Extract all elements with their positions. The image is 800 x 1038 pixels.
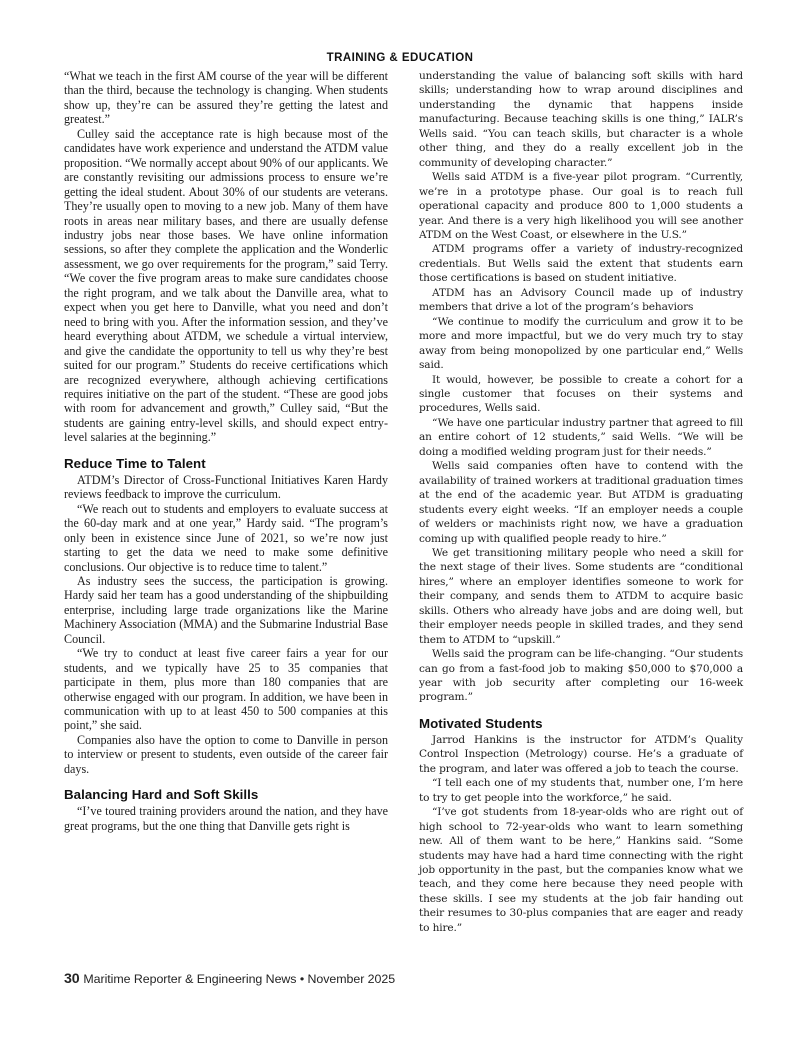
running-head: TRAINING & EDUCATION <box>326 52 474 64</box>
body-paragraph: “I’ve toured training providers around the nation, and they have great programs, but the one thing that Danville gets right is <box>64 804 388 833</box>
body-paragraph: It would, however, be possible to create a cohort for a single customer that focuses on their systems and procedures, Wells said. <box>419 373 743 415</box>
body-paragraph: understanding the value of balancing soft skills with hard skills; understanding how to wrap around disciplines and understanding the dynamic that happens inside manufacturing. Because teaching skills is one thing,” IALR’s Wells said. “You can teach skills, but character is a whole other thing, and they do a really excellent job in the community of developing character.” <box>419 70 743 169</box>
section-heading: Balancing Hard and Soft Skills <box>64 787 259 803</box>
body-paragraph: “We have one particular industry partner that agreed to fill an entire cohort of 12 students,” said Wells. “We will be doing a modified welding program just for their needs.” <box>419 416 743 458</box>
body-paragraph: As industry sees the success, the participation is growing. Hardy said her team has a good understanding of the shipbuilding enterprise, including large trade organizations like the Marine Machinery Association (MMA) and the Submarine Industrial Base Council. <box>64 573 388 646</box>
body-paragraph: Companies also have the option to come to Danville in person to interview or present to students, even outside of the career fair days. <box>64 732 388 776</box>
body-paragraph: “I’ve got students from 18-year-olds who are right out of high school to 72-year-olds who want to learn something new. All of them want to be here,” Hankins said. “Some students may have had a hard time connecting with the right job opportunity in the past, but the companies know what we teach, and they come here because they need people with these skills. I see my students at the job fair handing out their resumes to 30-plus companies that are eager and ready to hire.” <box>419 806 743 934</box>
body-paragraph: ATDM has an Advisory Council made up of industry members that drive a lot of the program’s behaviors <box>419 286 743 314</box>
page-footer <box>64 971 395 987</box>
body-paragraph: We get transitioning military people who need a skill for the next stage of their lives. Some students are “conditional hires,” where an employer identifies someone to work for their company, and sends them to ATDM to acquire basic skills. Others who already have jobs and are doing well, but their employer needs people in skilled trades, and they send them to ATDM to “upskill.” <box>419 546 743 646</box>
body-paragraph: Wells said ATDM is a five-year pilot program. “Currently, we’re in a prototype phase. Our goal is to reach full operational capacity and produce 800 to 1,000 students a year. And there is a very high likelihood you will see another ATDM on the West Coast, or elsewhere in the U.S.” <box>419 171 743 241</box>
body-paragraph: Wells said the program can be life-changing. “Our students can go from a fast-food job to making $50,000 to $70,000 a year with job security after completing our 16-week program.” <box>419 648 743 704</box>
body-paragraph: Jarrod Hankins is the instructor for ATDM’s Quality Control Inspection (Metrology) course. He’s a graduate of the program, and later was offered a job to teach the course. <box>419 733 743 775</box>
left-column <box>64 69 388 833</box>
body-paragraph: “We try to conduct at least five career fairs a year for our students, and we typically have 25 to 35 companies that participate in them, plus more than 180 companies that are otherwise engaged with our program. In addition, we have been in communication with up to at least 450 to 500 companies at this point,” she said. <box>64 646 388 733</box>
section-heading: Motivated Students <box>419 715 543 731</box>
body-paragraph: “We continue to modify the curriculum and grow it to be more and more impactful, but we do very much try to stay away from being monopolized by one particular end,” Wells said. <box>419 315 743 372</box>
body-paragraph: ATDM’s Director of Cross-Functional Initiatives Karen Hardy reviews feedback to improve the curriculum. <box>64 472 388 502</box>
right-column <box>419 69 743 935</box>
body-paragraph: “We reach out to students and employers to evaluate success at the 60-day mark and at one year,” Hardy said. “The program’s only been in existence since June of 2021, so we’re now just starting to get the data we need to make some definitive conclusions. Our objective is to reduce time to talent.” <box>64 501 388 574</box>
body-paragraph: Wells said companies often have to contend with the availability of trained workers at traditional graduation times at the end of the academic year. But ATDM is graduating students every eight weeks. “If an employer needs a couple of welders or machinists right now, we have a graduation coming up with qualified people ready to hire.” <box>419 460 743 545</box>
folio-page-number: 30 <box>64 971 80 987</box>
body-paragraph: Culley said the acceptance rate is high because most of the candidates have work experience and understand the ATDM value proposition. “We normally accept about 90% of our applicants. We are constantly revisiting our admissions process to ensure we’re getting the ideal student. About 30% of our students are veterans. They’re usually open to moving to a new job. Many of them have roots in areas near military bases, and there are usually defense industry jobs near those bases. We have online information sessions, so after they complete the application and the Wonderlic assessment, we go over requirements for the program,” said Terry. “We cover the five program areas to make sure candidates choose the right program, and we talk about the Danville area, what to expect when you get here to Danville, what you need and don’t need to bring with you. After the information session, and they’ve heard everything about ATDM, we schedule a virtual interview, and give the candidate the opportunity to tell us why they’re best suited for our program.” Students do receive certifications which are recognized everywhere, although achieving certifications requires initiative on the part of the student. “These are good jobs with room for advancement and growth,” Culley said, “But the students are gaining entry-level skills, and should expect entry-level salaries at the beginning.” <box>64 126 388 445</box>
article-body <box>64 69 743 959</box>
body-paragraph: ATDM programs offer a variety of industry-recognized credentials. But Wells said the extent that students earn those certifications is based on student initiative. <box>419 243 743 285</box>
body-paragraph: “I tell each one of my students that, number one, I’m here to try to get people into the workforce,” he said. <box>419 777 743 804</box>
body-paragraph: “What we teach in the first AM course of the year will be different than the third, because the technology is changing. When students show up, they’re can be assured they’re getting the latest and greatest.” <box>64 69 388 127</box>
folio-publication: Maritime Reporter & Engineering News • November 2025 <box>83 972 396 986</box>
section-heading: Reduce Time to Talent <box>64 455 206 471</box>
